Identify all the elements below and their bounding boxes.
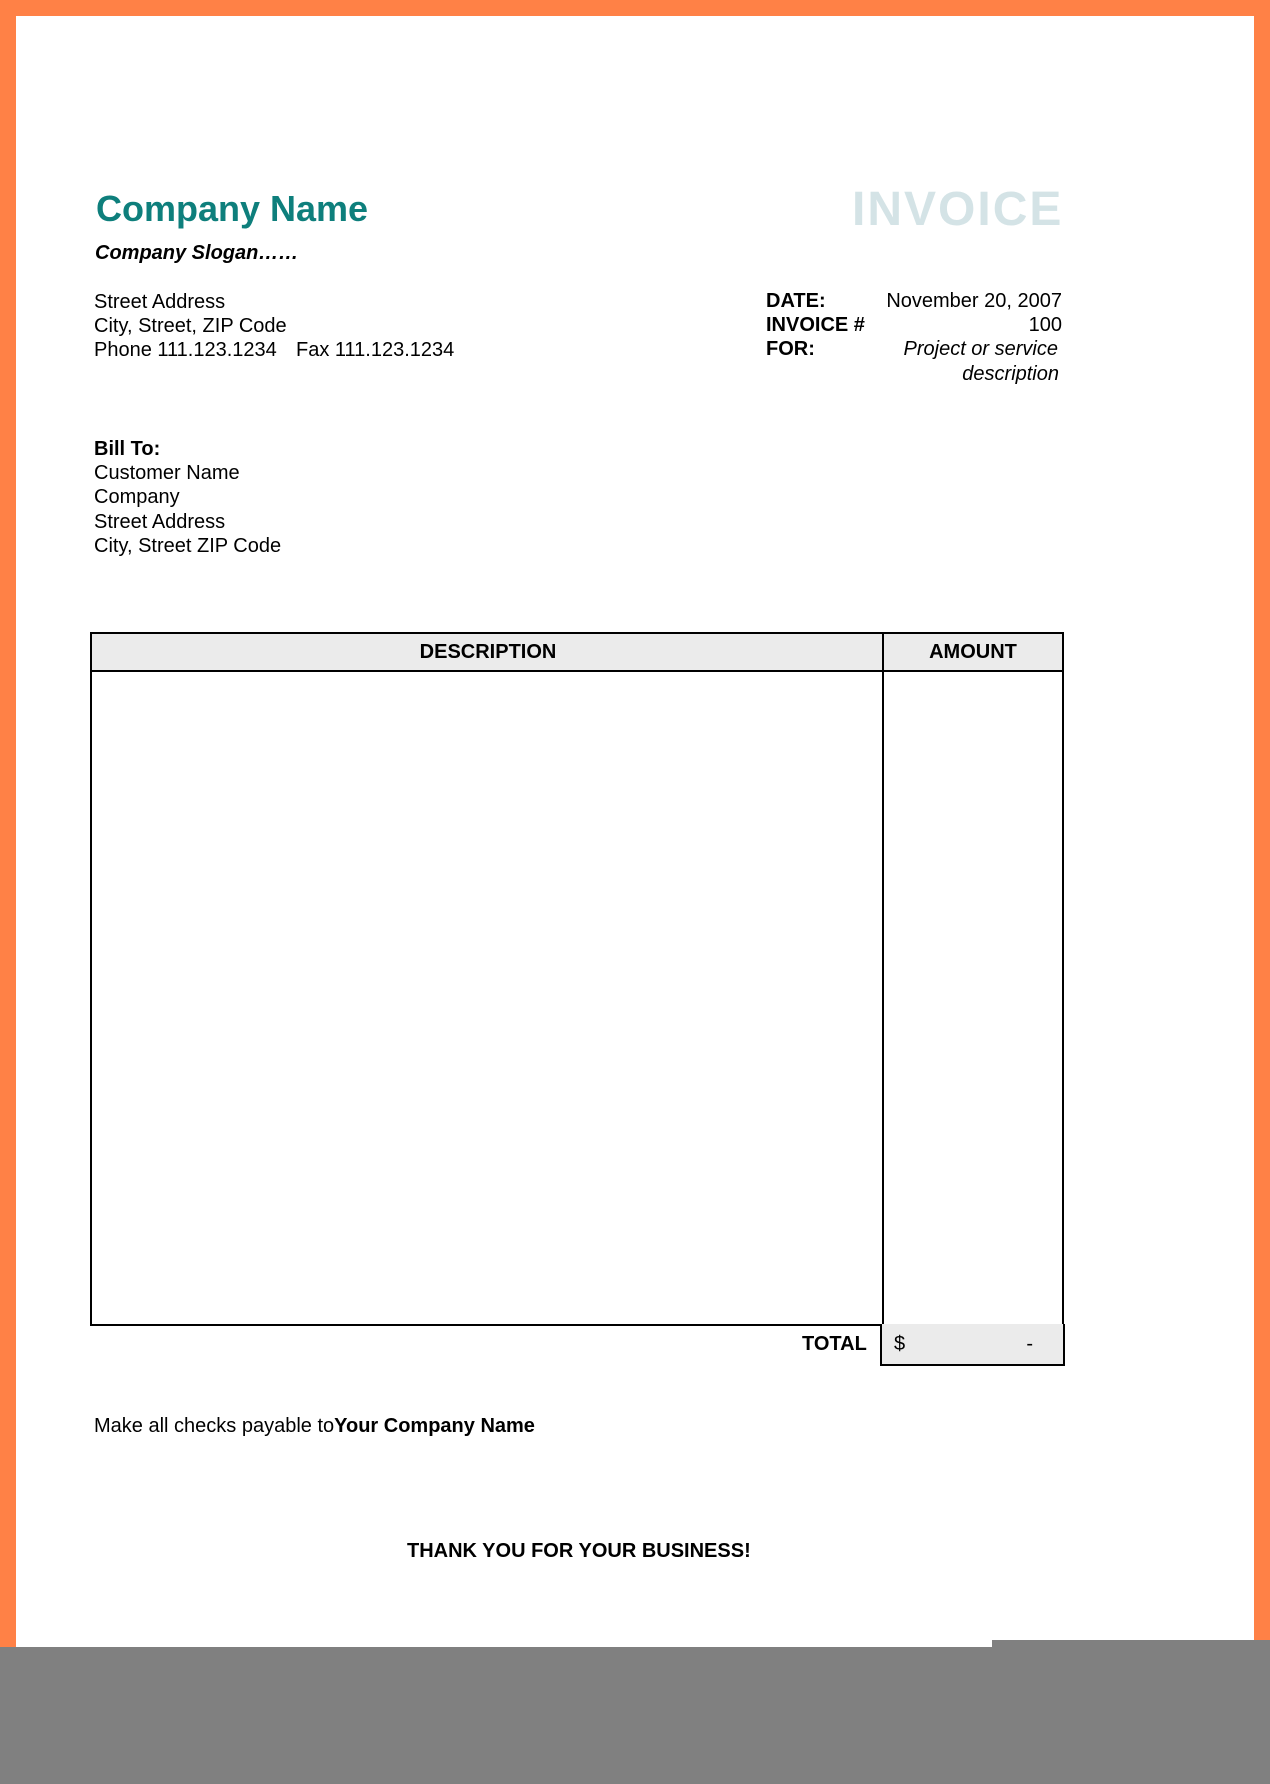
bill-to-company: Company — [94, 486, 180, 508]
checks-prefix: Make all checks payable to — [94, 1415, 335, 1437]
bill-to-city: City, Street ZIP Code — [94, 535, 282, 557]
for-value-line2: description — [962, 363, 1059, 385]
date-label: DATE: — [766, 290, 826, 312]
bottom-gray-band — [0, 1647, 1270, 1784]
description-header: DESCRIPTION — [92, 634, 884, 672]
total-value: - — [1026, 1333, 1033, 1355]
company-street: Street Address — [94, 291, 226, 313]
thank-you-message: THANK YOU FOR YOUR BUSINESS! — [407, 1540, 751, 1562]
total-label: TOTAL — [802, 1333, 867, 1355]
company-city: City, Street, ZIP Code — [94, 315, 287, 337]
bill-to-customer: Customer Name — [94, 462, 240, 484]
bill-to-street: Street Address — [94, 511, 226, 533]
checks-company: Your Company Name — [334, 1415, 535, 1437]
items-table — [90, 632, 1064, 1326]
for-label: FOR: — [766, 338, 815, 360]
checks-payable-line — [94, 1415, 535, 1438]
total-box — [880, 1324, 1065, 1366]
company-phone: Phone 111.123.1234 — [94, 339, 277, 361]
bill-to-title: Bill To: — [94, 438, 161, 460]
invoice-title: INVOICE — [852, 183, 1064, 236]
date-value: November 20, 2007 — [886, 290, 1062, 312]
company-fax: Fax 111.123.1234 — [296, 339, 455, 361]
for-value-line1: Project or service — [903, 338, 1058, 360]
amount-header: AMOUNT — [884, 634, 1062, 672]
company-name: Company Name — [96, 188, 369, 229]
company-slogan: Company Slogan…… — [95, 242, 299, 264]
column-divider — [882, 634, 884, 1324]
invoice-number-value: 100 — [1028, 314, 1062, 336]
invoice-number-label: INVOICE # — [766, 314, 865, 336]
total-currency: $ — [894, 1333, 906, 1355]
